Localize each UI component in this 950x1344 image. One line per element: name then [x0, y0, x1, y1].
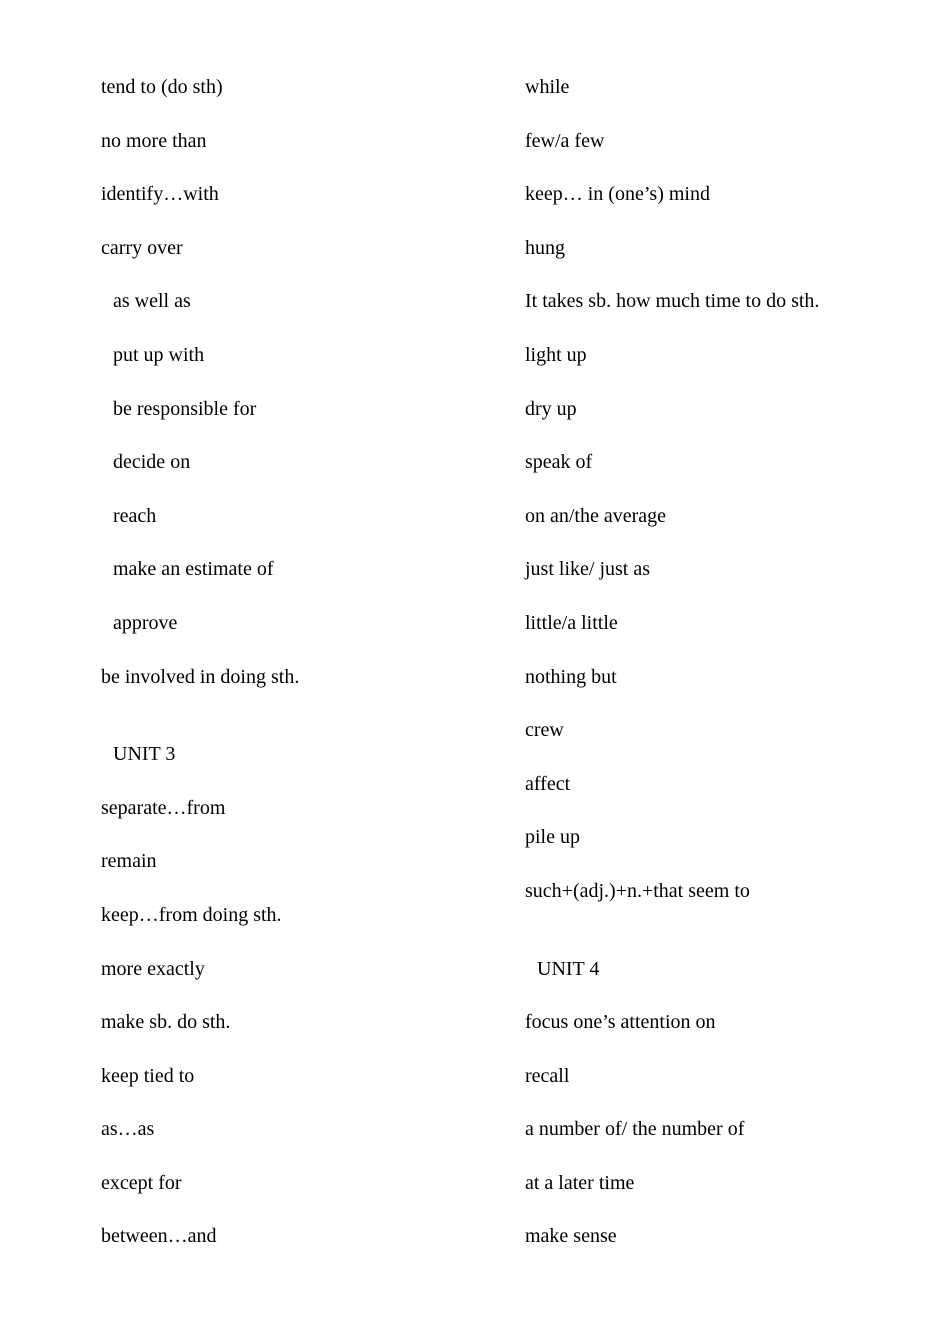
- vocab-entry: as well as: [113, 290, 191, 313]
- left-column: [101, 74, 501, 1277]
- vocab-entry: make an estimate of: [113, 558, 274, 581]
- vocab-entry: reach: [113, 504, 157, 527]
- vocab-entry: It takes sb. how much time to do sth.: [525, 290, 820, 313]
- vocab-entry: light up: [525, 343, 587, 366]
- vocab-entry: no more than: [101, 129, 207, 152]
- vocab-entry: little/a little: [525, 611, 618, 634]
- vocab-entry: keep…from doing sth.: [101, 903, 282, 926]
- vocab-entry: few/a few: [525, 129, 605, 152]
- vocab-entry: a number of/ the number of: [525, 1118, 745, 1141]
- vocab-entry: affect: [525, 772, 571, 795]
- vocab-entry: decide on: [113, 451, 191, 474]
- right-column: [525, 74, 925, 1277]
- vocab-entry: be involved in doing sth.: [101, 665, 300, 688]
- vocab-entry: while: [525, 76, 570, 98]
- vocab-entry: between…and: [101, 1225, 217, 1248]
- vocab-entry: remain: [101, 850, 157, 873]
- vocab-entry: speak of: [525, 451, 593, 474]
- right-list-a: [525, 74, 925, 932]
- vocab-entry: keep tied to: [101, 1064, 195, 1087]
- vocab-entry: nothing but: [525, 665, 617, 688]
- left-list-b: [101, 795, 501, 1277]
- vocab-entry: dry up: [525, 397, 577, 420]
- vocab-entry: just like/ just as: [525, 558, 650, 581]
- unit-3-heading: UNIT 3: [113, 743, 176, 766]
- vocab-entry: hung: [525, 236, 565, 259]
- vocab-entry: tend to (do sth): [101, 76, 223, 98]
- vocab-entry: recall: [525, 1064, 570, 1087]
- vocab-entry: pile up: [525, 826, 580, 849]
- vocab-entry: keep… in (one’s) mind: [525, 183, 710, 206]
- vocab-entry: carry over: [101, 236, 183, 259]
- section-gap: [101, 717, 501, 741]
- right-list-b: [525, 1009, 925, 1277]
- vocab-entry: more exactly: [101, 957, 205, 980]
- vocab-entry: put up with: [113, 343, 205, 366]
- unit-4-heading: UNIT 4: [537, 957, 600, 980]
- vocab-entry: except for: [101, 1171, 182, 1194]
- vocab-entry: be responsible for: [113, 397, 257, 420]
- vocab-entry: at a later time: [525, 1171, 635, 1194]
- left-list-a: [101, 74, 501, 717]
- vocab-entry: focus one’s attention on: [525, 1011, 716, 1034]
- vocab-entry: approve: [113, 611, 178, 634]
- vocab-entry: identify…with: [101, 183, 219, 206]
- vocab-entry: on an/the average: [525, 504, 667, 527]
- vocab-entry: separate…from: [101, 796, 226, 819]
- vocab-entry: as…as: [101, 1118, 155, 1141]
- section-gap: [525, 932, 925, 956]
- vocab-entry: such+(adj.)+n.+that seem to: [525, 879, 750, 902]
- vocab-entry: make sb. do sth.: [101, 1011, 231, 1034]
- vocab-entry: make sense: [525, 1225, 617, 1248]
- vocab-entry: crew: [525, 719, 564, 742]
